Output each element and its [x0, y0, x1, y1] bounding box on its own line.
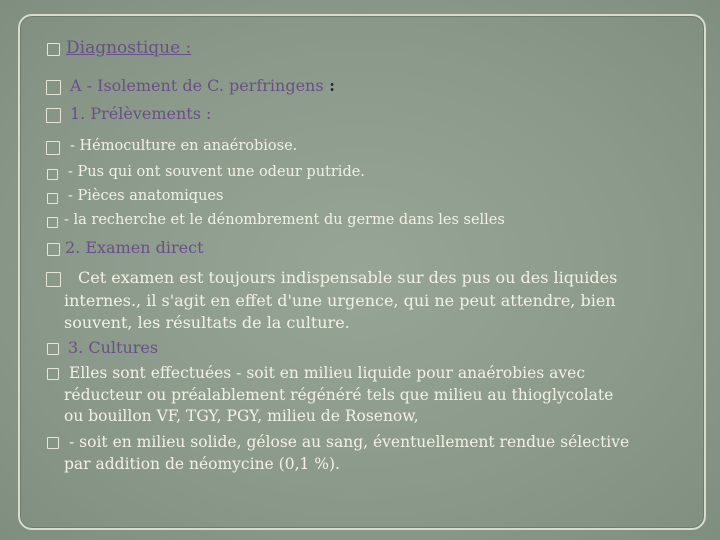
cultures-paragraph-line-1: Elles sont effectuées - soit en milieu liquide pour anaérobies avec — [69, 364, 586, 382]
item-pieces: - Pièces anatomiques — [68, 188, 224, 204]
heading-diagnostique: Diagnostique : — [66, 38, 192, 58]
examen-paragraph-line-1: Cet examen est toujours indispensable sur des pus ou des liquides — [78, 268, 618, 287]
bullet-icon — [47, 193, 58, 204]
cultures-paragraph-line-2: réducteur ou préalablement régénéré tels que milieu au thioglycolate — [64, 386, 614, 404]
bullet-icon — [47, 368, 59, 380]
cultures-paragraph-line-3: ou bouillon VF, TGY, PGY, milieu de Rosenow, — [64, 407, 419, 425]
isolement-colon: : — [323, 76, 336, 95]
bullet-icon — [47, 343, 59, 355]
bullet-icon — [47, 437, 59, 449]
isolement-text: A - Isolement de C. perfringens — [70, 76, 324, 95]
examen-paragraph-line-3: souvent, les résultats de la culture. — [64, 313, 350, 332]
bullet-icon — [47, 243, 60, 256]
solide-paragraph-line-1: - soit en milieu solide, gélose au sang, éventuellement rendue sélective — [69, 433, 630, 451]
heading-isolement — [70, 76, 335, 95]
bullet-icon — [47, 217, 58, 228]
heading-examen-direct: 2. Examen direct — [65, 238, 204, 257]
bullet-icon — [46, 272, 61, 287]
bullet-icon — [47, 169, 58, 180]
solide-paragraph-line-2: par addition de néomycine (0,1 %). — [64, 455, 340, 473]
item-hemoculture: - Hémoculture en anaérobiose. — [70, 138, 298, 154]
item-pus: - Pus qui ont souvent une odeur putride. — [68, 164, 365, 180]
heading-prelevements: 1. Prélèvements : — [70, 104, 212, 123]
item-recherche: - la recherche et le dénombrement du germe dans les selles — [64, 212, 505, 228]
bullet-icon — [46, 108, 61, 123]
bullet-icon — [46, 80, 61, 95]
heading-cultures: 3. Cultures — [68, 338, 159, 357]
bullet-icon — [47, 43, 60, 56]
examen-paragraph-line-2: internes., il s'agit en effet d'une urgence, qui ne peut attendre, bien — [64, 291, 616, 310]
bullet-icon — [46, 141, 60, 155]
